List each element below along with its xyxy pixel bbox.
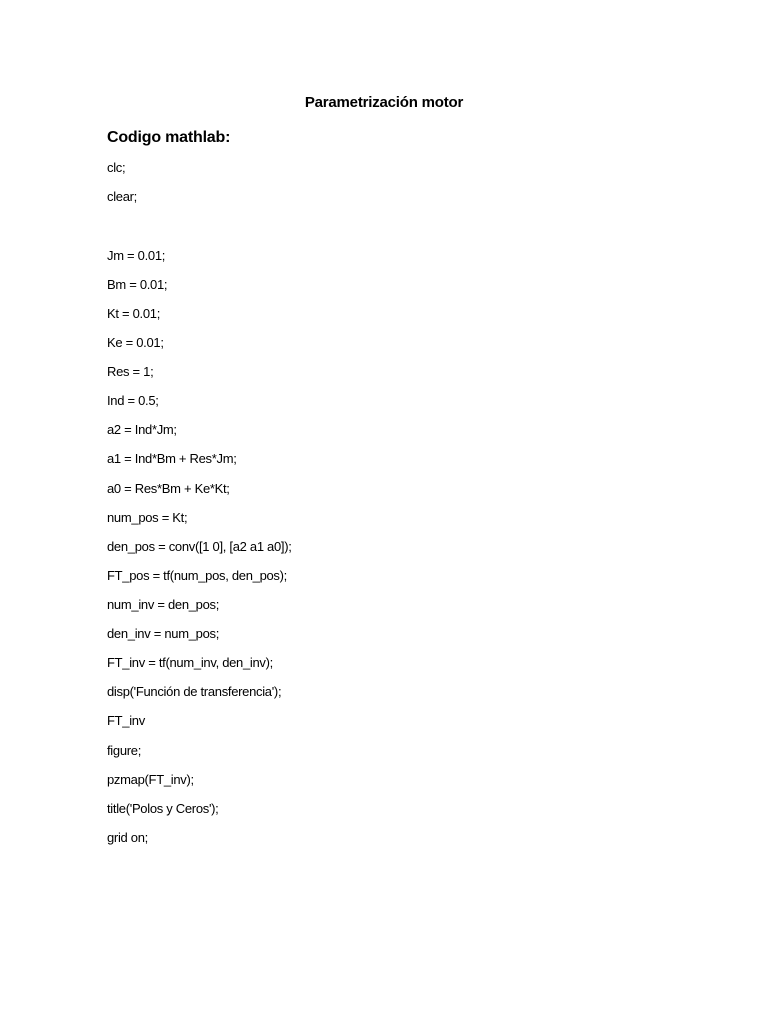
code-line: den_pos = conv([1 0], [a2 a1 a0]); (107, 539, 292, 554)
code-line: Ind = 0.5; (107, 393, 159, 408)
code-line: clc; (107, 160, 126, 175)
code-line: FT_pos = tf(num_pos, den_pos); (107, 568, 287, 583)
code-line: a1 = Ind*Bm + Res*Jm; (107, 451, 237, 466)
code-line: FT_inv (107, 713, 145, 728)
code-line: Jm = 0.01; (107, 248, 166, 263)
code-line: a2 = Ind*Jm; (107, 422, 177, 437)
code-line: a0 = Res*Bm + Ke*Kt; (107, 481, 230, 496)
code-line: den_inv = num_pos; (107, 626, 220, 641)
code-line: Res = 1; (107, 364, 154, 379)
code-line: Bm = 0.01; (107, 277, 168, 292)
code-line: disp('Función de transferencia'); (107, 684, 282, 699)
code-line: Kt = 0.01; (107, 306, 161, 321)
code-line: figure; (107, 743, 142, 758)
code-block (107, 0, 707, 1024)
code-line: clear; (107, 189, 137, 204)
code-line: num_pos = Kt; (107, 510, 188, 525)
document-title: Parametrización motor (304, 94, 464, 111)
code-line: num_inv = den_pos; (107, 597, 220, 612)
code-line: FT_inv = tf(num_inv, den_inv); (107, 655, 273, 670)
section-heading: Codigo mathlab: (107, 129, 231, 146)
code-line: Ke = 0.01; (107, 335, 164, 350)
code-line: grid on; (107, 830, 148, 845)
code-line: title('Polos y Ceros'); (107, 801, 219, 816)
code-line: pzmap(FT_inv); (107, 772, 194, 787)
